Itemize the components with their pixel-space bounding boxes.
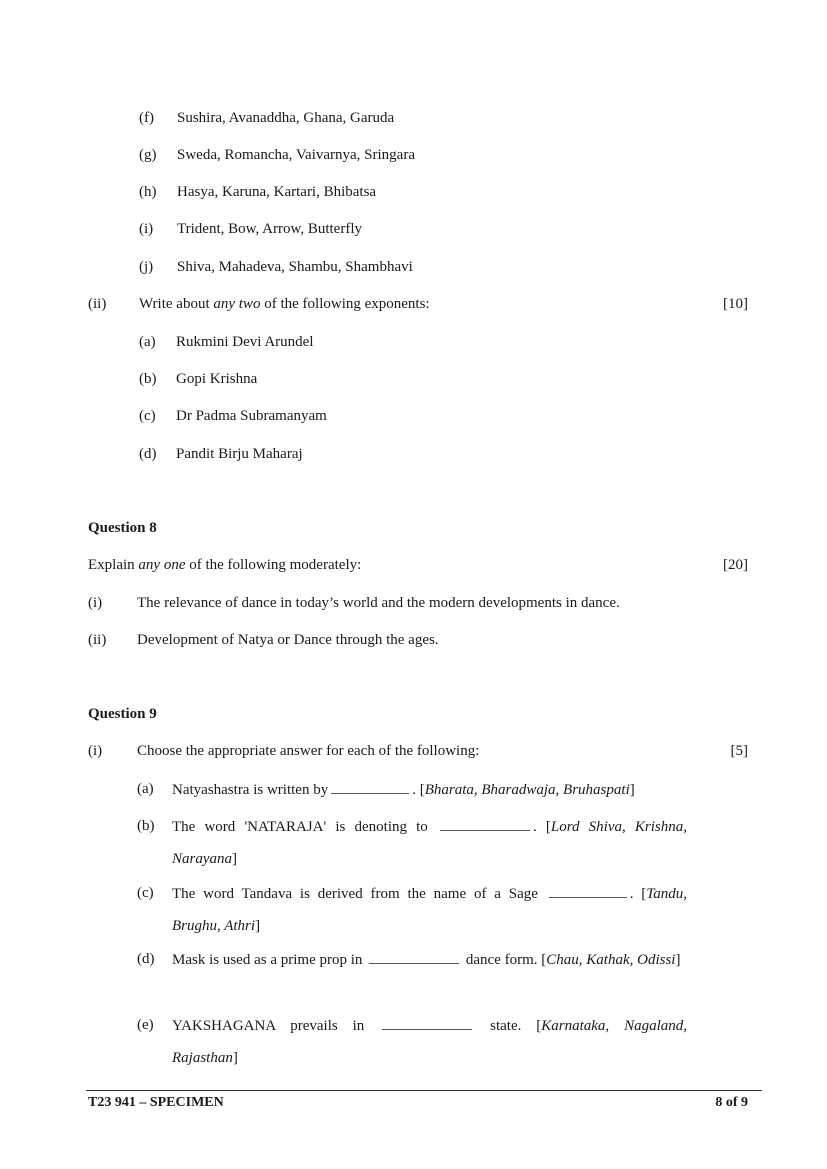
answer-blank — [382, 1016, 472, 1030]
footer-divider — [86, 1090, 762, 1091]
item-text: Sushira, Avanaddha, Ghana, Garuda — [177, 110, 395, 126]
item-label: (a) — [139, 334, 156, 350]
item-text: The word Tandava is derived from the name of a Sage . [Tandu, Brughu, Athri] — [172, 886, 687, 934]
question-heading: Question 8 — [88, 520, 157, 536]
item-text: Dr Padma Subramanyam — [176, 408, 327, 424]
question-heading: Question 9 — [88, 706, 157, 722]
item-label: (ii) — [88, 632, 107, 648]
item-label: (b) — [139, 371, 157, 387]
item-text: Shiva, Mahadeva, Shambu, Shambhavi — [177, 259, 413, 275]
part-label: (ii) — [88, 296, 107, 312]
item-label: (c) — [137, 885, 154, 901]
item-text: Gopi Krishna — [176, 371, 258, 387]
item-text: Hasya, Karuna, Kartari, Bhibatsa — [177, 184, 377, 200]
part-label: (i) — [88, 743, 103, 759]
item-text: Natyashastra is written by . [Bharata, Bharadwaja, Bruhaspati] — [172, 782, 635, 798]
item-text: The word 'NATARAJA' is denoting to . [Lord Shiva, Krishna, Narayana] — [172, 819, 688, 867]
item-text: Trident, Bow, Arrow, Butterfly — [177, 221, 362, 237]
item-label: (j) — [139, 259, 154, 275]
part-instruction: Choose the appropriate answer for each of the following: — [137, 743, 480, 759]
answer-blank — [549, 884, 627, 898]
item-text: Sweda, Romancha, Vaivarnya, Sringara — [177, 147, 415, 163]
item-text: Rukmini Devi Arundel — [176, 334, 314, 350]
part-instruction: Write about any two of the following exponents: — [139, 296, 430, 312]
answer-blank — [331, 780, 409, 794]
paper-code: T23 941 – SPECIMEN — [88, 1095, 224, 1110]
item-label: (b) — [137, 818, 155, 834]
item-label: (e) — [137, 1017, 154, 1033]
item-label: (d) — [137, 951, 155, 967]
item-text: The relevance of dance in today’s world and the modern developments in dance. — [137, 595, 620, 611]
answer-blank — [369, 950, 459, 964]
item-label: (a) — [137, 781, 154, 797]
item-text: Development of Natya or Dance through the ages. — [137, 632, 439, 648]
item-label: (f) — [139, 110, 154, 126]
item-text: Mask is used as a prime prop in dance form. [Chau, Kathak, Odissi] — [172, 952, 681, 968]
marks: [5] — [730, 743, 748, 759]
item-label: (g) — [139, 147, 157, 163]
item-label: (d) — [139, 446, 157, 462]
item-label: (h) — [139, 184, 157, 200]
item-label: (i) — [139, 221, 154, 237]
item-label: (i) — [88, 595, 103, 611]
answer-blank — [440, 817, 530, 831]
item-label: (c) — [139, 408, 156, 424]
marks: [20] — [723, 557, 748, 573]
question-instruction: Explain any one of the following moderately: — [88, 557, 362, 573]
item-text: Pandit Birju Maharaj — [176, 446, 303, 462]
page-number: 8 of 9 — [715, 1095, 748, 1110]
item-text: YAKSHAGANA prevails in state. [Karnataka, Nagaland, Rajasthan] — [172, 1018, 688, 1066]
marks: [10] — [723, 296, 748, 312]
